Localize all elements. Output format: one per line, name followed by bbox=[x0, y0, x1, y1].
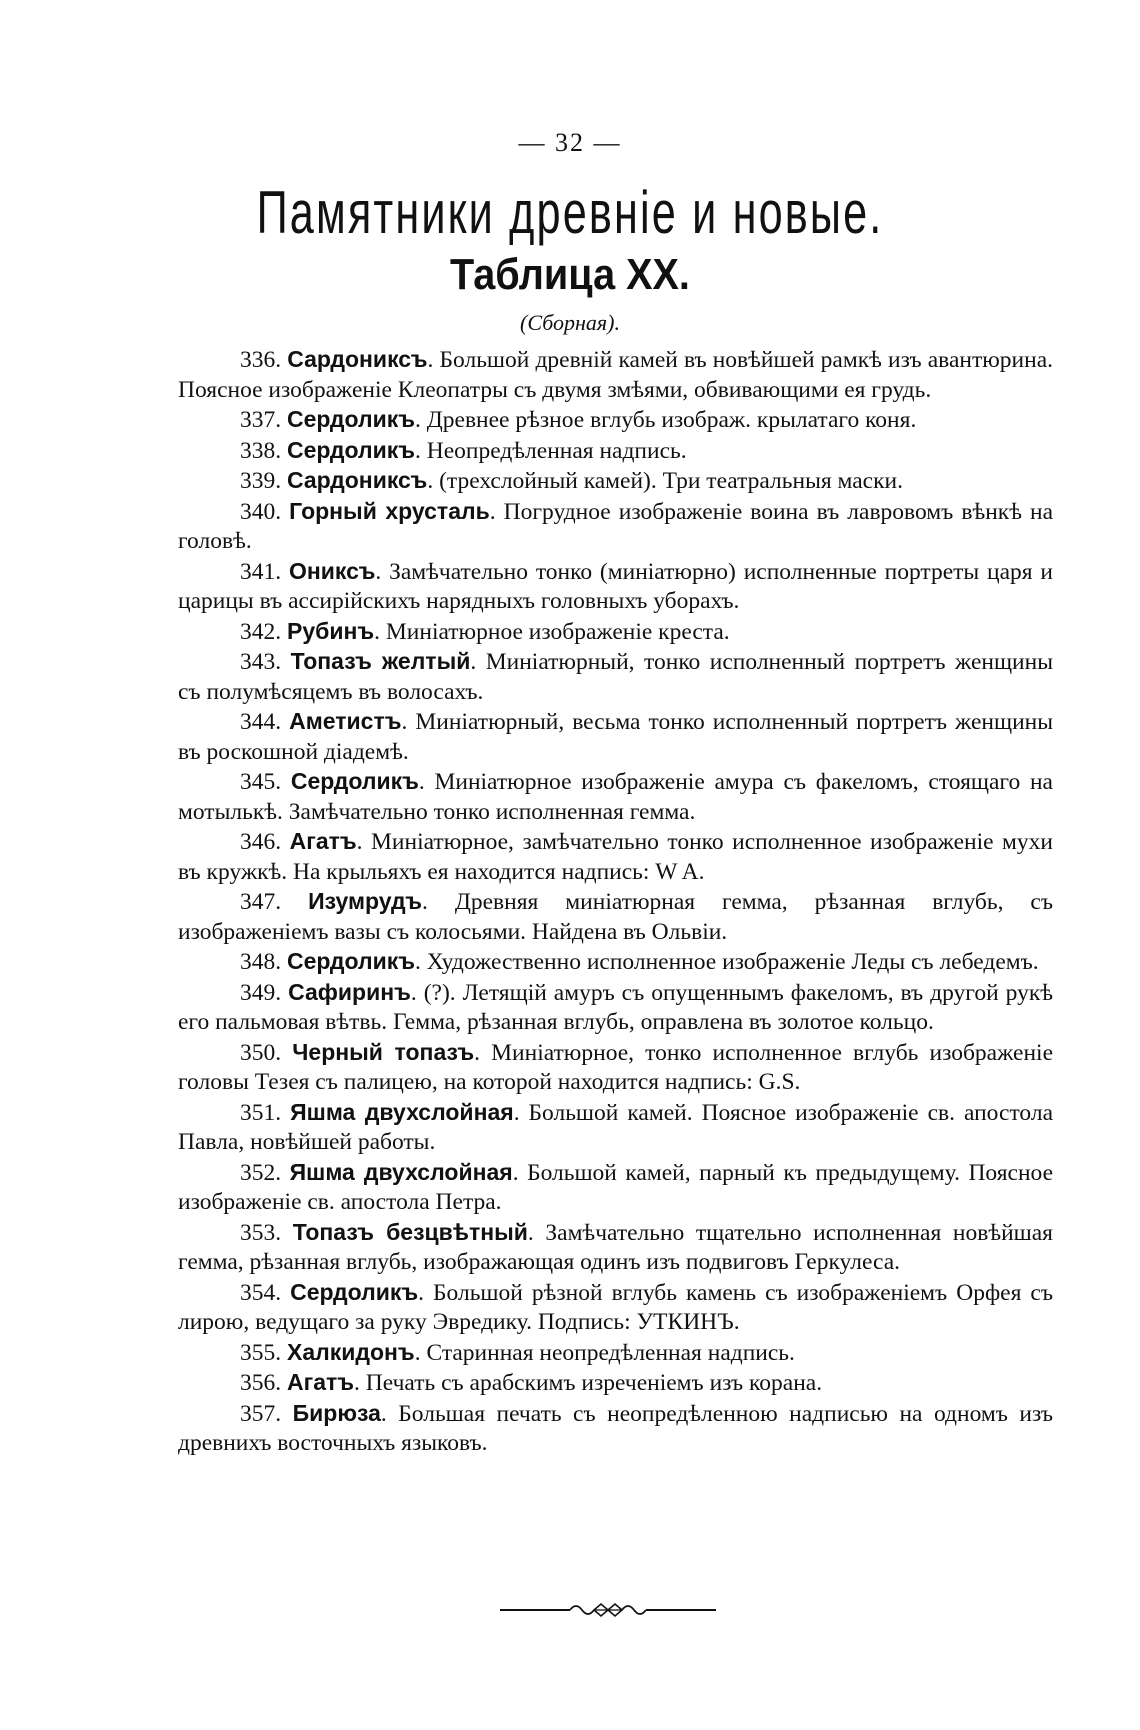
entry-number: 344. bbox=[240, 709, 282, 735]
entry-number: 349. bbox=[240, 979, 282, 1006]
entry-name: Сердоликъ bbox=[287, 406, 415, 432]
entry-list bbox=[178, 345, 1053, 1459]
entry-text: . Печать съ арабскимъ изреченіемъ изъ корана. bbox=[354, 1370, 823, 1396]
entry-text: . Большой камей, парный къ предыдущему. Поясное изображеніе св. апостола Петра. bbox=[178, 1159, 1054, 1215]
entry-number: 342. bbox=[240, 618, 282, 645]
entry-name: Сардониксъ bbox=[287, 467, 428, 493]
entry-text: . Большой камей. Поясное изображеніе св. апостола Павла, новѣйшей работы. bbox=[178, 1099, 1054, 1155]
entry-name: Ониксъ bbox=[288, 557, 376, 584]
entry-name: Топазъ безцвѣтный bbox=[292, 1218, 528, 1245]
entry-text: . Миніатюрный, тонко исполненный портретъ женщины съ полумѣсяцемъ въ волосахъ. bbox=[178, 649, 1053, 705]
entry-number: 357. bbox=[240, 1400, 282, 1427]
entry-name: Бирюза bbox=[292, 1399, 381, 1426]
list-item bbox=[178, 617, 1053, 648]
table-heading: Таблица XX. bbox=[450, 250, 690, 299]
entry-name: Сердоликъ bbox=[290, 1278, 419, 1305]
entry-text: . Миніатюрное изображеніе амура съ факеломъ, стоящаго на мотылькѣ. Замѣчательно тонко исполненная гемма. bbox=[178, 769, 1053, 825]
entry-name: Сердоликъ bbox=[287, 948, 415, 974]
entry-name: Горный хрусталь bbox=[289, 497, 490, 524]
entry-name: Изумрудъ bbox=[308, 888, 423, 914]
entry-name: Топазъ желтый bbox=[290, 648, 471, 674]
entry-number: 336. bbox=[240, 347, 282, 373]
entry-name: Рубинъ bbox=[287, 617, 375, 644]
entry-number: 343. bbox=[240, 649, 282, 675]
entry-name: Сердоликъ bbox=[290, 768, 419, 794]
entry-number: 339. bbox=[240, 468, 282, 494]
entry-text: . (?). Летящій амуръ съ опущеннымъ факеломъ, въ другой рукѣ его пальмовая вѣтвь. Гемма, рѣзанная вглубь, оправлена въ золотое кольцо. bbox=[178, 979, 1054, 1035]
entry-text: . Большой древній камей въ новѣйшей рамкѣ изъ авантюрина. Поясное изображеніе Клеопатры съ двумя змѣями, обвивающими ея грудь. bbox=[178, 347, 1053, 403]
list-item bbox=[178, 707, 1053, 767]
entry-text: . Художественно исполненное изображеніе Леды съ лебедемъ. bbox=[414, 949, 1039, 975]
entry-number: 338. bbox=[240, 437, 282, 464]
entry-text: . Большая печать съ неопредѣленною надписью на одномъ изъ древнихъ восточныхъ языковъ. bbox=[178, 1400, 1054, 1456]
entry-name: Яшма двухслойная bbox=[289, 1158, 513, 1185]
list-item bbox=[178, 345, 1053, 405]
entry-text: . Древнее рѣзное вглубь изображ. крылатаго коня. bbox=[414, 407, 917, 433]
list-item bbox=[178, 647, 1053, 707]
entry-name: Черный топазъ bbox=[292, 1038, 475, 1065]
list-item bbox=[178, 557, 1053, 617]
entry-text: . Неопредѣленная надпись. bbox=[414, 437, 687, 464]
entry-number: 347. bbox=[240, 889, 282, 915]
entry-name: Яшма двухслойная bbox=[290, 1098, 514, 1125]
list-item bbox=[178, 1399, 1053, 1459]
list-item bbox=[178, 978, 1053, 1038]
list-item bbox=[178, 1218, 1053, 1278]
entry-number: 352. bbox=[240, 1159, 282, 1186]
entry-number: 337. bbox=[240, 407, 282, 433]
entry-number: 353. bbox=[240, 1219, 282, 1246]
list-item bbox=[178, 1038, 1053, 1098]
list-item bbox=[178, 767, 1053, 827]
entry-text: . Миніатюрный, весьма тонко исполненный портретъ женщины въ роскошной діадемѣ. bbox=[178, 709, 1054, 765]
list-item bbox=[178, 1338, 1053, 1369]
list-item bbox=[178, 947, 1053, 978]
entry-number: 346. bbox=[240, 829, 282, 855]
entry-number: 350. bbox=[240, 1039, 282, 1066]
entry-number: 355. bbox=[240, 1339, 282, 1366]
entry-text: . Замѣчательно тонко (миніатюрно) исполненные портреты царя и царицы въ ассирійскихъ нарядныхъ головныхъ уборахъ. bbox=[178, 558, 1054, 614]
page-title: Памятники древніе и новые. bbox=[256, 179, 884, 246]
list-item bbox=[178, 436, 1053, 467]
entry-number: 348. bbox=[240, 949, 282, 975]
list-item bbox=[178, 1368, 1053, 1399]
end-ornament bbox=[500, 1600, 716, 1620]
entry-name: Сердоликъ bbox=[287, 436, 415, 463]
list-item bbox=[178, 887, 1053, 947]
entry-name: Сардониксъ bbox=[287, 346, 428, 372]
entry-name: Халкидонъ bbox=[287, 1338, 415, 1365]
entry-text: . Старинная неопредѣленная надпись. bbox=[414, 1339, 795, 1366]
entry-text: . Миніатюрное изображеніе креста. bbox=[374, 618, 730, 645]
entry-number: 356. bbox=[240, 1370, 282, 1396]
entry-name: Сафиринъ bbox=[288, 978, 411, 1005]
entry-number: 340. bbox=[240, 498, 282, 525]
list-item bbox=[178, 497, 1053, 557]
collection-note: (Сборная). bbox=[520, 310, 620, 335]
entry-text: . (трехслойный камей). Три театральныя маски. bbox=[427, 468, 903, 494]
page-number: — 32 — bbox=[518, 128, 622, 157]
list-item bbox=[178, 405, 1053, 436]
entry-text: . Большой рѣзной вглубь камень съ изображеніемъ Орфея съ лирою, ведущаго за руку Эвредику. Подпись: УТКИНЪ. bbox=[178, 1279, 1054, 1335]
list-item bbox=[178, 827, 1053, 887]
list-item bbox=[178, 1278, 1053, 1338]
entry-number: 354. bbox=[240, 1279, 282, 1306]
entry-number: 351. bbox=[240, 1099, 282, 1126]
entry-text: . Миніатюрное, тонко исполненное вглубь изображеніе головы Тезея съ палицею, на которой находится надпись: G.S. bbox=[178, 1039, 1054, 1095]
entry-number: 345. bbox=[240, 769, 282, 795]
entry-name: Аметистъ bbox=[289, 708, 402, 734]
entry-text: . Замѣчательно тщательно исполненная новѣйшая гемма, рѣзанная вглубь, изображающая одинъ изъ подвиговъ Геркулеса. bbox=[178, 1219, 1053, 1275]
entry-name: Агатъ bbox=[287, 1369, 355, 1395]
entry-text: . Древняя миніатюрная гемма, рѣзанная вглубь, съ изображеніемъ вазы съ колосьями. Найдена въ Ольвіи. bbox=[178, 889, 1054, 945]
entry-number: 341. bbox=[240, 558, 282, 585]
entry-name: Агатъ bbox=[289, 828, 357, 854]
list-item bbox=[178, 1098, 1053, 1158]
list-item bbox=[178, 466, 1053, 497]
entry-text: . Погрудное изображеніе воина въ лавровомъ вѣнкѣ на головѣ. bbox=[178, 498, 1053, 554]
list-item bbox=[178, 1158, 1053, 1218]
entry-text: . Миніатюрное, замѣчательно тонко исполненное изображеніе мухи въ кружкѣ. На крыльяхъ ея находится надпись: W A. bbox=[178, 829, 1054, 885]
